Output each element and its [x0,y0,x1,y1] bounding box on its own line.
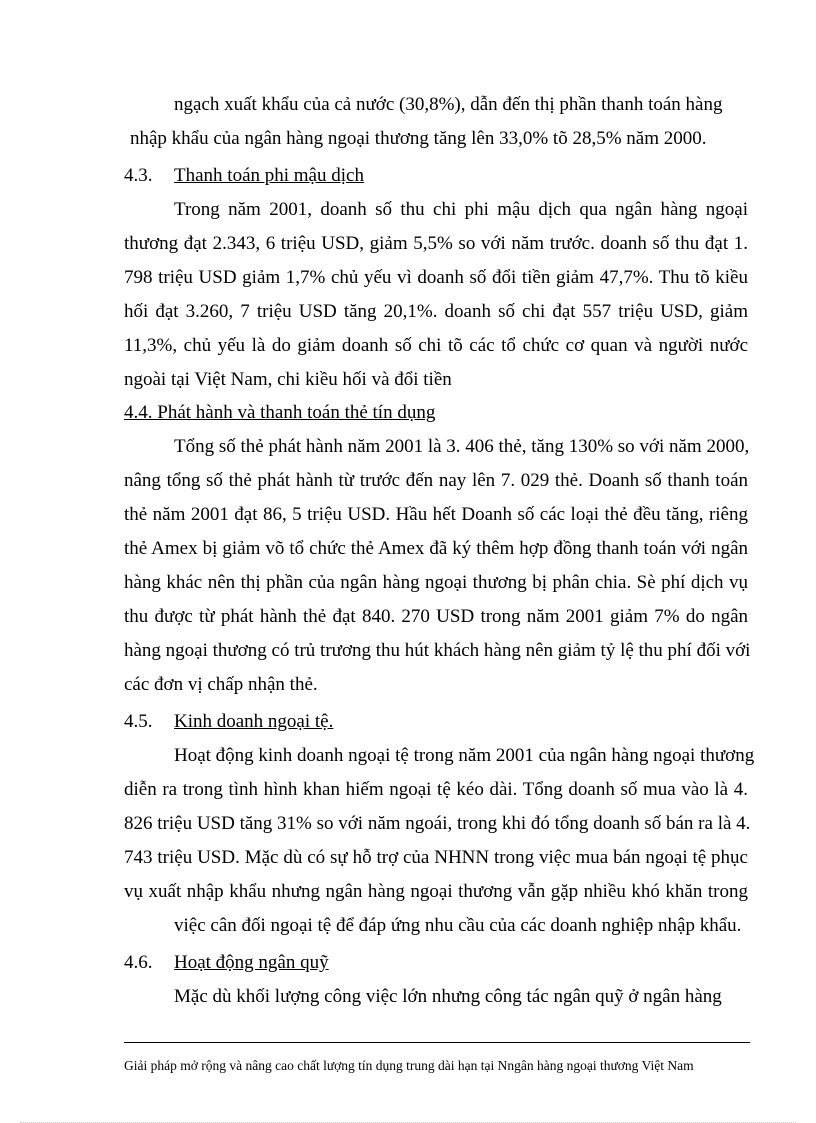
body-line: thẻ Amex bị giảm võ tổ chức thẻ Amex đã ký thêm hợp đồng thanh toán với ngân [124,538,748,559]
section-heading-4-4: 4.4. Phát hành và thanh toán thẻ tín dụng [124,402,436,423]
section-number: 4.5. [124,711,153,732]
section-title: Thanh toán phi mậu dịch [174,165,364,186]
body-line: ngoài tại Việt Nam, chi kiều hối và đổi tiền [124,369,452,390]
body-line: nâng tổng số thẻ phát hành từ trước đến nay lên 7. 029 thẻ. Doanh số thanh toán [124,470,748,491]
body-line: vụ xuất nhập khẩu nhưng ngân hàng ngoại thương vẫn gặp nhiều khó khăn trong [124,881,748,902]
body-line: ngạch xuất khẩu của cả nước (30,8%), dẫn đến thị phần thanh toán hàng [174,94,723,115]
section-heading-4-3 [124,164,364,188]
footer-divider [124,1042,750,1043]
body-line: Trong năm 2001, doanh số thu chi phi mậu dịch qua ngân hàng ngoại [174,199,748,220]
body-line: thương đạt 2.343, 6 triệu USD, giảm 5,5% so với năm trước. doanh số thu đạt 1. [124,233,748,254]
section-heading-4-6 [124,951,329,975]
page-footer: Giải pháp mở rộng và nâng cao chất lượng tín dụng trung dài hạn tại Nngân hàng ngoại thương Việt Nam [124,1058,694,1073]
body-line: thu được từ phát hành thẻ đạt 840. 270 USD trong năm 2001 giảm 7% do ngân [124,606,748,627]
section-number: 4.3. [124,165,153,186]
body-line: các đơn vị chấp nhận thẻ. [124,674,318,695]
body-line: Hoạt động kinh doanh ngoại tệ trong năm 2001 của ngân hàng ngoại thương [174,745,755,766]
body-line: 743 triệu USD. Mặc dù có sự hỗ trợ của NHNN trong việc mua bán ngoại tệ phục [124,847,748,868]
body-line: hàng ngoại thương có trủ trương thu hút khách hàng nên giảm tỷ lệ thu phí đối với [124,640,751,661]
body-line: diễn ra trong tình hình khan hiếm ngoại tệ kéo dài. Tổng doanh số mua vào là 4. [124,779,748,800]
body-line: Mặc dù khối lượng công việc lớn nhưng công tác ngân quỹ ở ngân hàng [174,986,722,1007]
body-line: Tổng số thẻ phát hành năm 2001 là 3. 406 thẻ, tăng 130% so với năm 2000, [174,436,750,457]
body-line: 11,3%, chủ yếu là do giảm doanh số chi tõ các tổ chức cơ quan và người nước [124,335,748,356]
section-title: Hoạt động ngân quỹ [174,952,329,973]
body-line: nhập khẩu của ngân hàng ngoại thương tăng lên 33,0% tõ 28,5% năm 2000. [130,128,707,149]
body-line: hối đạt 3.260, 7 triệu USD tăng 20,1%. doanh số chi đạt 557 triệu USD, giảm [124,301,748,322]
body-line: thẻ năm 2001 đạt 86, 5 triệu USD. Hầu hết Doanh số các loại thẻ đều tăng, riêng [124,504,748,525]
section-number: 4.6. [124,952,153,973]
body-line: 826 triệu USD tăng 31% so với năm ngoái, trong khi đó tổng doanh số bán ra là 4. [124,813,751,834]
body-line: 798 triệu USD giảm 1,7% chủ yếu vì doanh số đổi tiền giảm 47,7%. Thu tõ kiều [124,267,748,288]
section-heading-4-5 [124,710,333,734]
body-line: việc cân đối ngoại tệ để đáp ứng nhu cầu của các doanh nghiệp nhập khẩu. [174,915,742,936]
section-title: Kinh doanh ngoại tệ. [174,711,334,732]
body-line: hàng khác nên thị phần của ngân hàng ngoại thương bị phân chia. Sè phí dịch vụ [124,572,748,593]
